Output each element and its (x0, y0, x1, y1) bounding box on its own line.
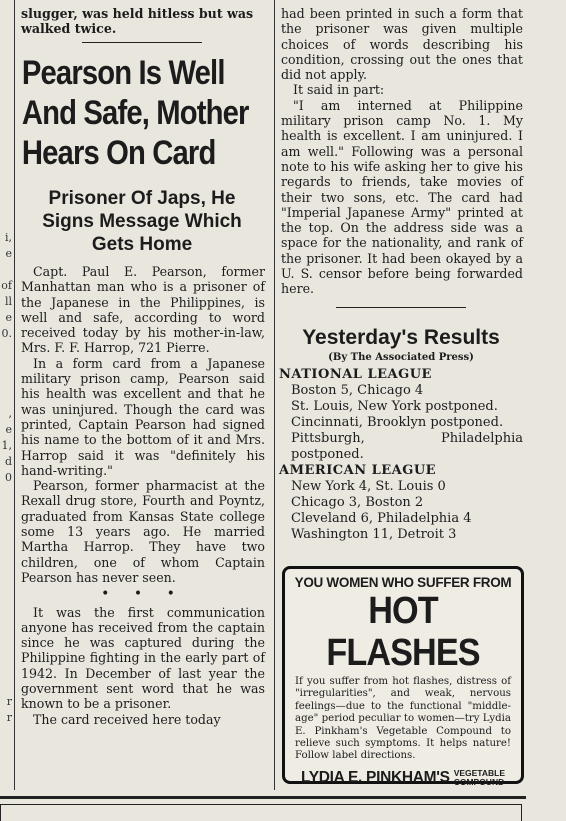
results-section (275, 326, 527, 543)
gutter-fragment (0, 566, 12, 582)
ad-brand-sub-line: COMPOUND (453, 776, 505, 787)
result-line: Cincinnati, Brooklyn postponed. (291, 414, 504, 430)
results-byline: (By The Associated Press) (328, 351, 474, 363)
gutter-fragment: 0. (1, 327, 12, 340)
left-column (14, 0, 269, 790)
gutter-fragment (0, 358, 12, 374)
gutter-fragment (0, 646, 12, 662)
ad-brand: LYDIA E. PINKHAM'S (300, 768, 450, 786)
gutter-fragment (0, 614, 12, 630)
gutter-fragment (0, 502, 12, 518)
paragraph: Capt. Paul E. Pearson, former Manhattan man who is a prisoner of the Japanese in the Philippines, is well and safe, according to word received today by his mother-in-law, Mrs. F. F. Harrop, 721 Pierre. (21, 264, 265, 356)
advertisement (282, 566, 524, 787)
gutter-fragment (0, 374, 12, 390)
gutter-fragment: i, (4, 231, 12, 244)
gutter-fragment: e (5, 311, 12, 324)
gutter-fragment (0, 262, 12, 278)
results-title: Yesterday's Results (302, 325, 500, 349)
paragraph: "I am interned at Philippine military prison camp No. 1. My health is excellent. I am uninjured. I am well." Following was a personal note to his wife asking her to give his regards to friends, take movies of their two sons, etc. The card had "Imperial Japanese Army" printed at the top. On the address side was a space for the nationality, and rank of the prisoner. It had been okayed by a U. S. censor before being forwarded here. (281, 97, 523, 297)
paragraph: It said in part: (293, 82, 385, 98)
paragraph: It was the first communication anyone has received from the captain since he was captured during the Philippine fighting in the early part of 1942. In December of last year the government sent word that he was known to be a prisoner. (21, 604, 265, 712)
gutter-fragment (0, 486, 12, 502)
paragraph: The card received here today (33, 711, 221, 727)
gutter-fragment (0, 518, 12, 534)
result-line: St. Louis, New York postponed. (291, 398, 498, 414)
ad-headline: HOT FLASHES (326, 590, 480, 674)
divider (336, 307, 466, 308)
gutter-fragment (0, 662, 12, 678)
ad-body: If you suffer from hot flashes, distress of "irregularities", and weak, nervous feelings—due to the functional "middle-age" period peculiar to women—try Lydia E. Pinkham's Vegetable Compound to relieve such symptoms. It helps nature! Follow label directions. (295, 676, 511, 762)
result-line: Chicago 3, Boston 2 (291, 494, 424, 510)
gutter-fragment (0, 630, 12, 646)
paragraph: In a form card from a Japanese military prison camp, Pearson said his health was excellent and that he was uninjured. Though the card was printed, Captain Pearson had signed his name to the bottom of it and Mrs. Harrop said it was "definitely his hand-writing." (21, 355, 265, 478)
subheadline: Prisoner Of Japs, He Signs Message Which Gets Home (42, 188, 242, 255)
gutter-fragment: e (5, 247, 12, 260)
gutter-fragment (0, 342, 12, 358)
article-body (15, 264, 269, 727)
gutter-fragment: ll (4, 295, 12, 308)
gutter-fragment (0, 678, 12, 694)
result-line: Boston 5, Chicago 4 (291, 382, 424, 398)
gutter-fragments (0, 230, 12, 726)
divider (82, 42, 202, 43)
ad-tagline: YOU WOMEN WHO SUFFER FROM (294, 575, 512, 590)
gutter-fragment (0, 582, 12, 598)
article-continuation (275, 0, 527, 297)
paragraph: had been printed in such a form that the prisoner was given multiple choices of words describing his condition, crossing out the ones that did not apply. (281, 6, 523, 83)
gutter-fragment: r (6, 695, 12, 708)
gutter-fragment: , (8, 407, 12, 420)
continued-fragment: slugger, was held hitless but was walked twice. (21, 6, 254, 36)
result-line: Cleveland 6, Philadelphia 4 (291, 510, 472, 526)
ad-brand-row (285, 769, 521, 787)
gutter-fragment: d (4, 455, 12, 468)
gutter-fragment (0, 534, 12, 550)
american-league-label: AMERICAN LEAGUE (279, 462, 437, 478)
gutter-fragment (0, 390, 12, 406)
result-line: Washington 11, Detroit 3 (291, 526, 457, 542)
page-bottom-rule (0, 796, 526, 799)
ad-brand-sub (454, 769, 505, 787)
paragraph: Pearson, former pharmacist at the Rexall drug store, Fourth and Poyntz, graduated from Kansas State college some 13 years ago. He married Martha Harrop. They have two children, one of whom Captain Pearson has never seen. (21, 478, 265, 585)
result-line: Pittsburgh, Philadelphia postponed. (291, 430, 523, 462)
ad-brand-sub-line: VEGETABLE (453, 767, 506, 778)
next-article-box (0, 804, 522, 821)
section-separator: • • • (101, 586, 185, 603)
headline: Pearson Is Well And Safe, Mother Hears On Card (21, 54, 249, 172)
gutter-fragment: 1, (1, 439, 12, 452)
gutter-fragment: of (1, 279, 12, 292)
gutter-fragment (0, 598, 12, 614)
result-line: New York 4, St. Louis 0 (291, 478, 446, 494)
national-league-label: NATIONAL LEAGUE (279, 366, 432, 382)
gutter-fragment: r (6, 711, 12, 724)
gutter-fragment (0, 550, 12, 566)
gutter-fragment: 0 (5, 471, 12, 484)
gutter-fragment: e (5, 423, 12, 436)
